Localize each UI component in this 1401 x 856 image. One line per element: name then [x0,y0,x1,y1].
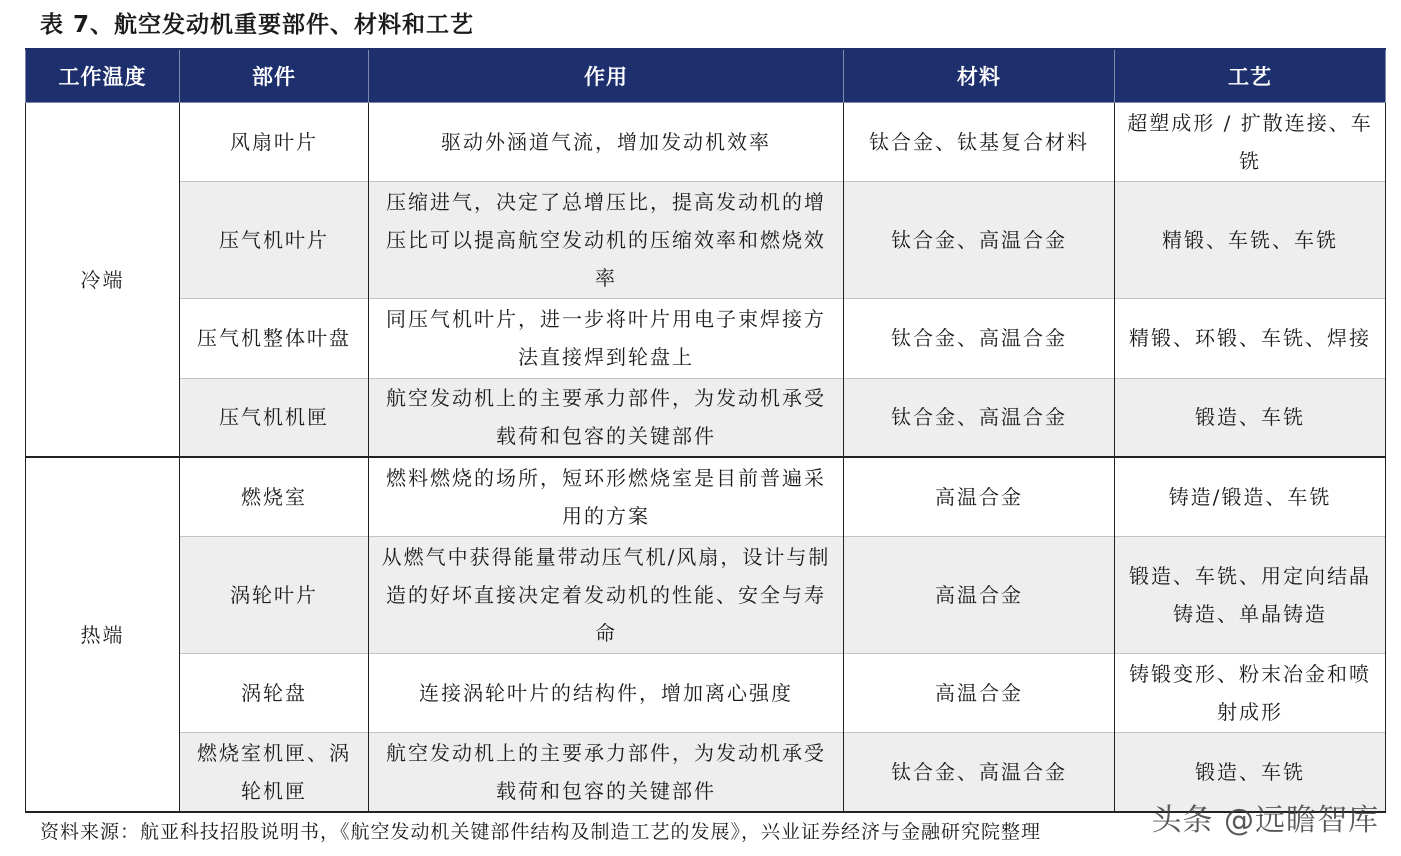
components-table [25,48,1386,813]
header-temp: 工作温度 [26,49,180,103]
part-cell: 涡轮叶片 [180,536,369,653]
part-cell: 燃烧室机匣、涡轮机匣 [180,733,369,812]
role-cell: 航空发动机上的主要承力部件，为发动机承受载荷和包容的关键部件 [369,378,844,457]
watermark: 头条 @远瞻智库 [1151,803,1379,838]
material-cell: 高温合金 [844,654,1115,733]
table-row [26,378,1386,457]
process-cell: 铸锻变形、粉末冶金和喷射成形 [1115,654,1386,733]
role-cell: 从燃气中获得能量带动压气机/风扇，设计与制造的好坏直接决定着发动机的性能、安全与寿命 [369,536,844,653]
table-row [26,103,1386,182]
process-cell: 锻造、车铣、用定向结晶铸造、单晶铸造 [1115,536,1386,653]
header-role: 作用 [369,49,844,103]
material-cell: 高温合金 [844,457,1115,536]
source-note: 资料来源：航亚科技招股说明书，《航空发动机关键部件结构及制造工艺的发展》，兴业证券经济与金融研究院整理 [40,821,1042,843]
material-cell: 钛合金、高温合金 [844,378,1115,457]
role-cell: 驱动外涵道气流，增加发动机效率 [369,103,844,182]
header-row [26,49,1386,103]
part-cell: 燃烧室 [180,457,369,536]
material-cell: 钛合金、高温合金 [844,299,1115,378]
role-cell: 连接涡轮叶片的结构件，增加离心强度 [369,654,844,733]
table-row [26,536,1386,653]
table-title: 表 7、航空发动机重要部件、材料和工艺 [40,12,475,38]
part-cell: 压气机整体叶盘 [180,299,369,378]
material-cell: 钛合金、高温合金 [844,733,1115,812]
process-cell: 精锻、车铣、车铣 [1115,182,1386,299]
table-row [26,182,1386,299]
header-process: 工艺 [1115,49,1386,103]
process-cell: 超塑成形 / 扩散连接、车铣 [1115,103,1386,182]
temp-cell-cold: 冷端 [26,103,180,458]
role-cell: 同压气机叶片，进一步将叶片用电子束焊接方法直接焊到轮盘上 [369,299,844,378]
role-cell: 压缩进气，决定了总增压比，提高发动机的增压比可以提高航空发动机的压缩效率和燃烧效率 [369,182,844,299]
process-cell: 锻造、车铣 [1115,733,1386,812]
part-cell: 压气机机匣 [180,378,369,457]
part-cell: 风扇叶片 [180,103,369,182]
table-row [26,654,1386,733]
material-cell: 高温合金 [844,536,1115,653]
role-cell: 航空发动机上的主要承力部件，为发动机承受载荷和包容的关键部件 [369,733,844,812]
material-cell: 钛合金、高温合金 [844,182,1115,299]
role-cell: 燃料燃烧的场所，短环形燃烧室是目前普遍采用的方案 [369,457,844,536]
table-row [26,299,1386,378]
process-cell: 铸造/锻造、车铣 [1115,457,1386,536]
header-part: 部件 [180,49,369,103]
process-cell: 精锻、环锻、车铣、焊接 [1115,299,1386,378]
table-row [26,457,1386,536]
temp-cell-hot: 热端 [26,457,180,812]
header-material: 材料 [844,49,1115,103]
part-cell: 涡轮盘 [180,654,369,733]
part-cell: 压气机叶片 [180,182,369,299]
material-cell: 钛合金、钛基复合材料 [844,103,1115,182]
process-cell: 锻造、车铣 [1115,378,1386,457]
